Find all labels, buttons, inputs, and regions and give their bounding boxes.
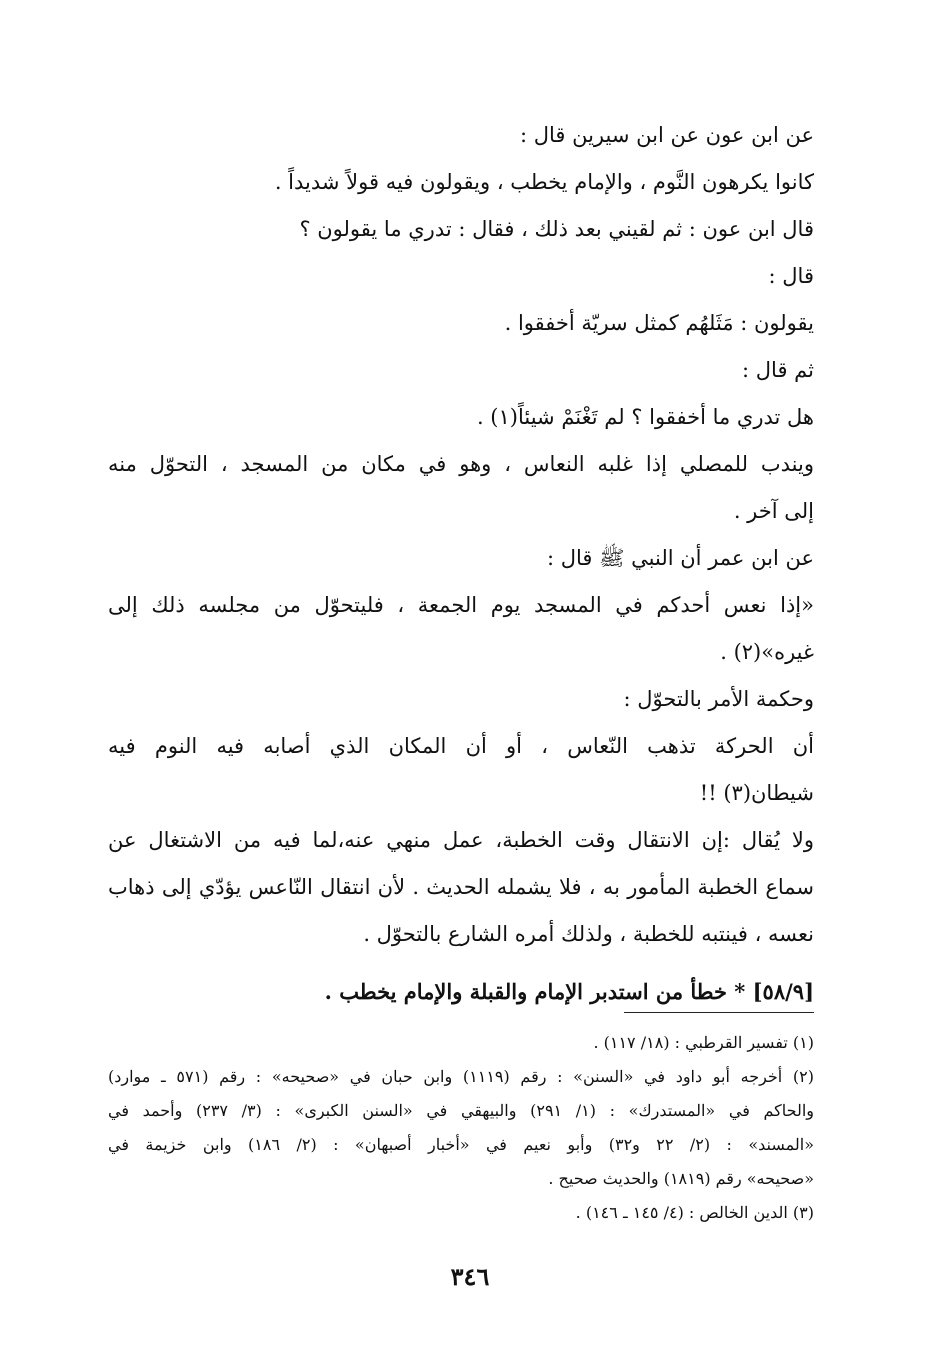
text-line: ثم قال :: [742, 358, 814, 382]
text-line: عن ابن عون عن ابن سيرين قال :: [519, 123, 814, 147]
text-line: إلى آخر .: [733, 499, 814, 523]
footnotes: [108, 1026, 814, 1230]
main-text: [108, 112, 814, 1015]
footnote-line: (٢) أخرجه أبو داود في «السنن» : رقم (١١١٩) وابن حبان في «صحيحه» : رقم (٥٧١ ـ موارد): [108, 1067, 814, 1086]
footnote-divider: [624, 1012, 814, 1013]
footnote-line: «المسند» : (٢/ ٢٢ و٣٢) وأبو نعيم في «أخبار أصبهان» : (٢/ ١٨٦) وابن خزيمة في: [108, 1135, 814, 1154]
page-number: ٣٤٦: [450, 1262, 490, 1291]
footnote-line: «صحيحه» رقم (١٨١٩) والحديث صحيح .: [548, 1169, 814, 1188]
text-line: سماع الخطبة المأمور به ، فلا يشمله الحديث . لأن انتقال النّاعس يؤدّي إلى ذهاب: [108, 875, 814, 899]
text-line: وحكمة الأمر بالتحوّل :: [623, 687, 814, 711]
text-line: شيطان(٣) !!: [699, 781, 814, 805]
text-line: قال ابن عون : ثم لقيني بعد ذلك ، فقال : تدري ما يقولون ؟: [299, 217, 814, 241]
text-line: عن ابن عمر أن النبي ﷺ قال :: [547, 546, 814, 570]
text-line: ويندب للمصلي إذا غلبه النعاس ، وهو في مكان من المسجد ، التحوّل منه: [108, 452, 814, 476]
section-heading: [٥٨/٩] * خطأ من استدبر الإمام والقبلة والإمام يخطب .: [324, 979, 814, 1004]
text-line: أن الحركة تذهب النّعاس ، أو أن المكان الذي أصابه فيه النوم فيه: [108, 734, 814, 758]
text-line: غيره»(٢) .: [720, 640, 814, 664]
text-line: «إذا نعس أحدكم في المسجد يوم الجمعة ، فليتحوّل من مجلسه ذلك إلى: [108, 593, 814, 617]
footnote-line: والحاكم في «المستدرك» : (١/ ٢٩١) والبيهقي في «السنن الكبرى» : (٣/ ٢٣٧) وأحمد في: [108, 1101, 814, 1120]
text-line: قال :: [768, 264, 814, 288]
text-line: يقولون : مَثَلهُم كمثل سريّة أخفقوا .: [504, 311, 814, 335]
text-line: نعسه ، فينتبه للخطبة ، ولذلك أمره الشارع بالتحوّل .: [363, 922, 814, 946]
text-line: هل تدري ما أخفقوا ؟ لم تَغْنَمْ شيئاً(١) .: [476, 405, 814, 429]
text-line: ولا يُقال :إن الانتقال وقت الخطبة، عمل منهي عنه،لما فيه من الاشتغال عن: [108, 828, 814, 852]
text-line: كانوا يكرهون النَّوم ، والإمام يخطب ، ويقولون فيه قولاً شديداً .: [274, 170, 814, 194]
footnote-line: (١) تفسير القرطبي : (١٨/ ١١٧) .: [593, 1033, 814, 1052]
footnote-line: (٣) الدين الخالص : (٤/ ١٤٥ ـ ١٤٦) .: [575, 1203, 814, 1222]
